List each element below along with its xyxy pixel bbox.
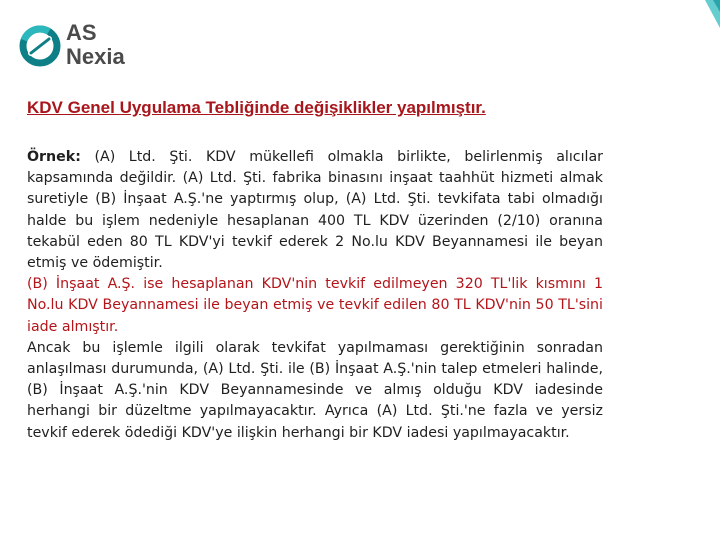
logo-line-nexia: Nexia: [66, 44, 125, 69]
slide-title: KDV Genel Uygulama Tebliğinde değişiklikler yapılmıştır.: [27, 98, 486, 117]
example-paragraph-2: (B) İnşaat A.Ş. ise hesaplanan KDV'nin tevkif edilmeyen 320 TL'lik kısmını 1 No.lu KDV Beyannamesi ile beyan etmiş ve tevkif edilen 80 TL KDV'nin 50 TL'sini iade almıştır.: [27, 276, 603, 335]
logo-line-as: AS: [66, 20, 97, 45]
slide-body: [27, 147, 603, 444]
example-paragraph-1-text: (A) Ltd. Şti. KDV mükellefi olmakla birlikte, belirlenmiş alıcılar kapsamında değildir. (A) Ltd. Şti. fabrika binasını inşaat taahhüt hizmeti almak suretiyle (B) İnşaat A.Ş.'ne yaptırmış olup, (A) Ltd. Şti. tevkifata tabi olmadığı halde bu işlem nedeniyle hesaplanan 400 TL KDV üzerinden (2/10) oranına tekabül eden 80 TL KDV'yi tevkif ederek 2 No.lu KDV Beyannamesi ile beyan etmiş ve ödemiştir.: [27, 149, 603, 272]
company-logo: [18, 20, 138, 72]
example-paragraph-3: Ancak bu işlemle ilgili olarak tevkifat yapılmaması gerektiğinin sonradan anlaşılması durumunda, (A) Ltd. Şti. ile (B) İnşaat A.Ş.'nin talep etmeleri halinde, (B) İnşaat A.Ş.'nin KDV Beyannamesinde ve almış olduğu KDV iadesinde herhangi bir düzeltme yapılmayacaktır. Ayrıca (A) Ltd. Şti.'ne fazla ve yersiz tevkif ederek ödediği KDV'ye ilişkin herhangi bir KDV iadesi yapılmayacaktır.: [27, 339, 603, 441]
logo-wordmark: [66, 21, 125, 69]
example-paragraph-1: [27, 147, 603, 274]
decorative-corner-stripes: [680, 0, 720, 540]
example-label: Örnek:: [27, 149, 81, 165]
nexia-logo-icon: [18, 24, 62, 68]
